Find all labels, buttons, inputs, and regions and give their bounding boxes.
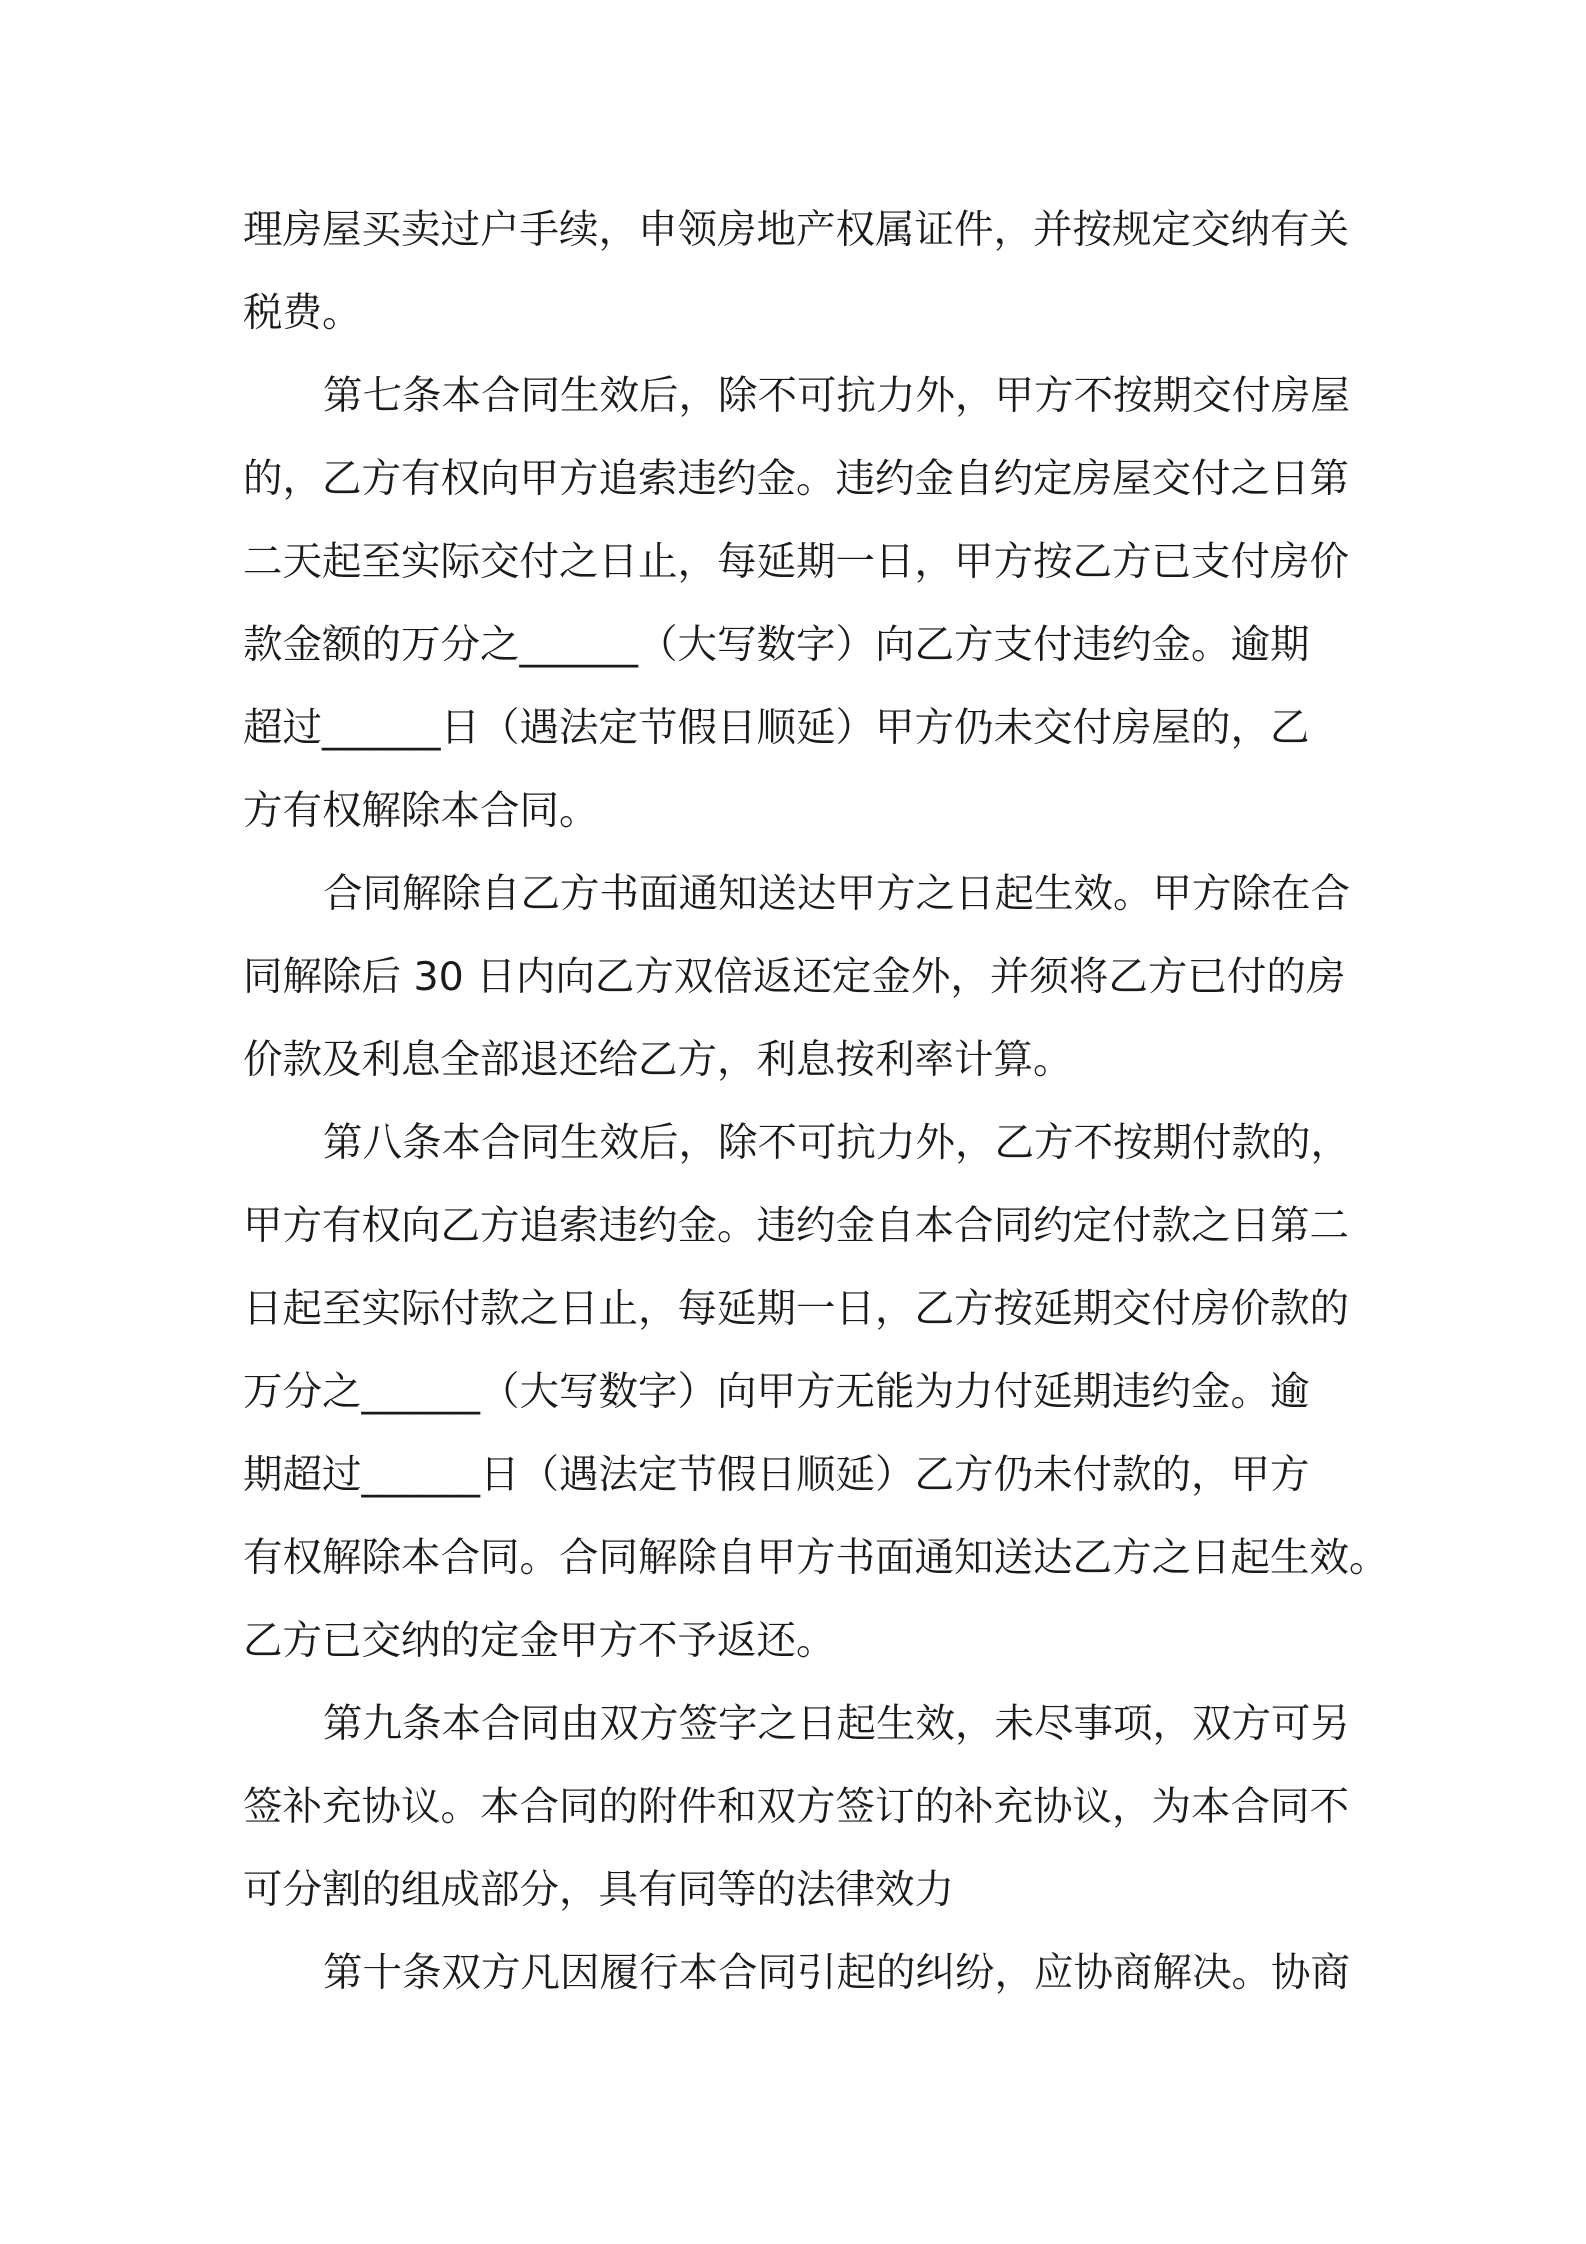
paragraph-first-line: 合同解除自乙方书面通知送达甲方之日起生效。甲方除在合 <box>323 871 1350 917</box>
text-line: 价款及利息全部退还给乙方，利息按利率计算。 <box>243 1037 1073 1083</box>
paragraph-first-line: 第七条本合同生效后，除不可抗力外，甲方不按期交付房屋 <box>323 373 1350 419</box>
text-line: 的，乙方有权向甲方追索违约金。违约金自约定房屋交付之日第 <box>243 456 1349 502</box>
text-line: 同解除后 30 日内向乙方双倍返还定金外，并须将乙方已付的房 <box>243 954 1346 1000</box>
text-line: 款金额的万分之______（大写数字）向乙方支付违约金。逾期 <box>243 622 1310 668</box>
text-line: 超过______日（遇法定节假日顺延）甲方仍未交付房屋的，乙 <box>243 705 1310 751</box>
text-line: 二天起至实际交付之日止，每延期一日，甲方按乙方已支付房价 <box>243 539 1349 585</box>
text-line: 有权解除本合同。合同解除自甲方书面通知送达乙方之日起生效。 <box>243 1535 1389 1581</box>
paragraph-first-line: 第十条双方凡因履行本合同引起的纠纷，应协商解决。协商 <box>323 1950 1350 1996</box>
text-line: 甲方有权向乙方追索违约金。违约金自本合同约定付款之日第二 <box>243 1203 1349 1249</box>
text-line: 方有权解除本合同。 <box>243 788 599 834</box>
text-line: 可分割的组成部分，具有同等的法律效力 <box>243 1867 954 1913</box>
paragraph-first-line: 第八条本合同生效后，除不可抗力外，乙方不按期付款的， <box>323 1120 1350 1166</box>
text-line: 期超过______日（遇法定节假日顺延）乙方仍未付款的，甲方 <box>243 1452 1310 1498</box>
text-line: 签补充协议。本合同的附件和双方签订的补充协议，为本合同不 <box>243 1784 1349 1830</box>
text-line: 税费。 <box>243 290 362 336</box>
text-line: 日起至实际付款之日止，每延期一日，乙方按延期交付房价款的 <box>243 1286 1349 1332</box>
text-line: 乙方已交纳的定金甲方不予返还。 <box>243 1618 836 1664</box>
text-line: 万分之______（大写数字）向甲方无能为力付延期违约金。逾 <box>243 1369 1310 1415</box>
text-line: 理房屋买卖过户手续，申领房地产权属证件，并按规定交纳有关 <box>243 207 1349 253</box>
paragraph-first-line: 第九条本合同由双方签字之日起生效，未尽事项，双方可另 <box>323 1701 1350 1747</box>
